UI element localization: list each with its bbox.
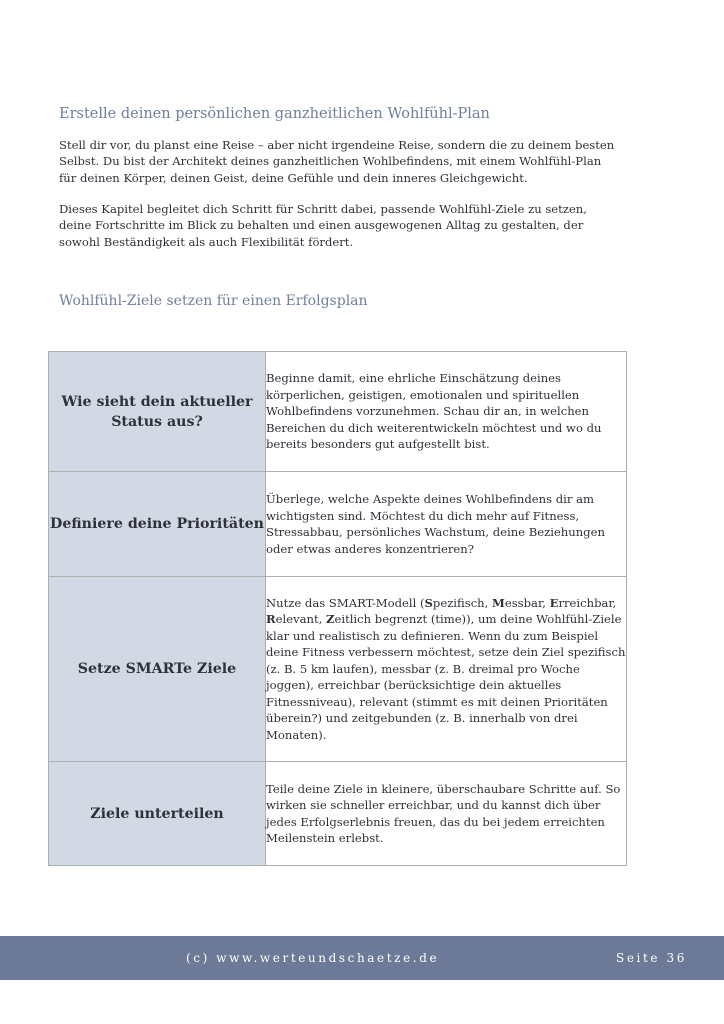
page-heading: Erstelle deinen persönlichen ganzheitlichen Wohlfühl-Plan [59, 106, 490, 122]
footer-copyright: (c) www.werteundschaetze.de [186, 951, 440, 965]
row-label-subdivide: Ziele unterteilen [49, 762, 266, 866]
table-row [49, 577, 627, 762]
row-text-priorities: Überlege, welche Aspekte deines Wohlbefindens dir am wichtigsten sind. Möchtest du dich mehr auf Fitness, Stressabbau, persönliches Wachstum, deine Beziehungen oder etwas anderes konzentrieren? [266, 472, 627, 577]
smart-rest-z: eitlich begrenzt (time)), [334, 612, 478, 627]
intro-paragraph-2: Dieses Kapitel begleitet dich Schritt für Schritt dabei, passende Wohlfühl-Ziele zu setzen, deine Fortschritte im Blick zu behalten und einen ausgewogenen Alltag zu gestalten, der sowohl Beständigkeit als auch Flexibilität fördert. [59, 202, 587, 249]
row-text-status: Beginne damit, eine ehrliche Einschätzung deines körperlichen, geistigen, emotionalen und spirituellen Wohlbefindens vorzunehmen. Schau dir an, in welchen Bereichen du dich weiterentwickeln möchtest und wo du bereits besonders gut aufgestellt bist. [266, 352, 627, 472]
smart-initial-z: Z [326, 612, 335, 627]
smart-intro: Nutze das SMART-Modell ( [266, 595, 425, 610]
smart-initial-e: E [549, 595, 559, 610]
table-row [49, 472, 627, 577]
smart-initial-r: R [266, 612, 276, 627]
smart-rest-m: essbar, [504, 595, 550, 610]
footer-page-number: Seite 36 [616, 951, 687, 965]
smart-rest-e: rreichbar, [558, 595, 617, 610]
row-label-priorities: Definiere deine Prioritäten [49, 472, 266, 577]
row-label-smart: Setze SMARTe Ziele [49, 577, 266, 762]
smart-initial-m: M [492, 595, 505, 610]
page-footer [0, 936, 724, 980]
smart-rest-s: pezifisch, [432, 595, 493, 610]
intro-paragraph-1: Stell dir vor, du planst eine Reise – aber nicht irgendeine Reise, sondern die zu deinem besten Selbst. Du bist der Architekt deines ganzheitlichen Wohlbefindens, mit einem Wohlfühl-Plan für deinen Körper, deinen Geist, deine Gefühle und dein inneres Gleichgewicht. [59, 138, 615, 185]
row-text-subdivide: Teile deine Ziele in kleinere, überschaubare Schritte auf. So wirken sie schneller erreichbar, und du kannst dich über jedes Erfolgserlebnis freuen, das du bei jedem erreichten Meilenstein erlebst. [266, 762, 627, 866]
row-label-status: Wie sieht dein aktueller Status aus? [49, 352, 266, 472]
smart-rest-r: elevant, [275, 612, 327, 627]
goals-table [48, 351, 627, 866]
row-text-smart [266, 577, 627, 762]
table-row [49, 762, 627, 866]
table-row [49, 352, 627, 472]
smart-initial-s: S [424, 595, 433, 610]
smart-after: um deine Wohlfühl-Ziele klar und realistisch zu definieren. Wenn du zum Beispiel deine Fitness verbessern möchtest, setze dein Ziel spezifisch (z. B. 5 km laufen), messbar (z. B. dreimal pro Woche joggen), erreichbar (berücksichtige dein aktuelles Fitnessniveau), relevant (stimmt es mit deinen Prioritäten überein?) und zeitgebunden (z. B. innerhalb von drei Monaten). [266, 612, 626, 742]
section-subheading: Wohlfühl-Ziele setzen für einen Erfolgsplan [59, 293, 368, 309]
